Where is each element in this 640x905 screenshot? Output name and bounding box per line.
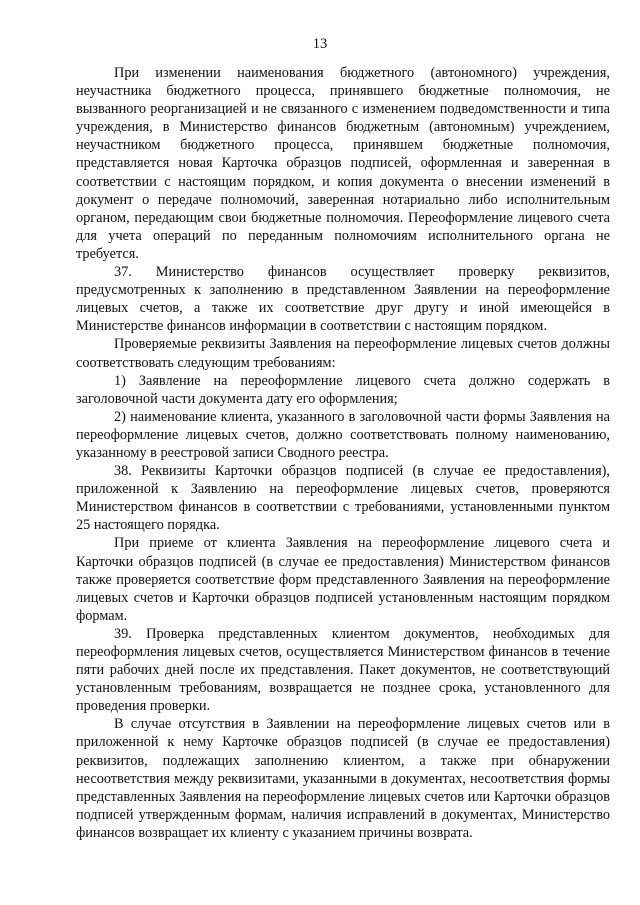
- paragraph-item-39: 39. Проверка представленных клиентом документов, необходимых для переоформления лицевых счетов, осуществляется Министерством финансов в течение пяти рабочих дней после их представления. Пакет документов, не соответствующий установленным требованиям, возвращается не позднее срока, установленного для проведения проверки.: [76, 625, 610, 715]
- paragraph-name-change: При изменении наименования бюджетного (автономного) учреждения, неучастника бюджетного процесса, принявшего бюджетные полномочия, не вызванного реорганизацией и не связанного с изменением подведомственности и типа учреждения, в Министерство финансов бюджетным (автономным) учреждением, неучастником бюджетного процесса, принявшем бюджетные полномочия, представляется новая Карточка образцов подписей, оформленная и заверенная в соответствии с настоящим порядком, и копия документа о внесении изменений в документ о передаче полномочий, заверенная нотариально либо исполнительным органом, передающим свои бюджетные полномочия. Переоформление лицевого счета для учета операций по переданным полномочиям исполнительного органа не требуется.: [76, 65, 610, 262]
- paragraph-requirements-intro: Проверяемые реквизиты Заявления на переоформление лицевых счетов должны соответствовать следующим требованиям:: [76, 336, 610, 371]
- paragraph-requirement-2: 2) наименование клиента, указанного в заголовочной части формы Заявления на переоформление лицевых счетов, должно соответствовать полному наименованию, указанному в реестровой записи Сводного реестра.: [76, 408, 610, 461]
- paragraph-form-check: При приеме от клиента Заявления на переоформление лицевого счета и Карточки образцов подписей (в случае ее предоставления) Министерством финансов также проверяется соответствие форм представленного Заявления на переоформление лицевых счетов и Карточки образцов подписей установленным настоящим порядком формам.: [76, 535, 610, 624]
- paragraph-return-reasons: В случае отсутствия в Заявлении на переоформление лицевых счетов или в приложенной к нему Карточке образцов подписей (в случае ее предоставления) реквизитов, подлежащих заполнению клиентом, а также при обнаружении несоответствия между реквизитами, указанными в документах, несоответствия формы представленных Заявления на переоформление лицевых счетов или Карточки образцов подписей утвержденным формам, наличия исправлений в документах, Министерство финансов возвращает их клиенту с указанием причины возврата.: [76, 716, 610, 841]
- paragraph-item-37: 37. Министерство финансов осуществляет проверку реквизитов, предусмотренных к заполнению в представленном Заявлении на переоформление лицевых счетов, а также их соответствие друг другу и иной имеющейся в Министерстве финансов информации в соответствии с настоящим порядком.: [76, 264, 610, 335]
- paragraph-item-38: 38. Реквизиты Карточки образцов подписей (в случае ее предоставления), приложенной к Заявлению на переоформление лицевых счетов, проверяются Министерством финансов в соответствии с требованиями, установленными пунктом 25 настоящего порядка.: [76, 463, 610, 534]
- page-number: 13: [312, 36, 328, 52]
- document-body: [76, 64, 610, 842]
- paragraph-requirement-1: 1) Заявление на переоформление лицевого счета должно содержать в заголовочной части документа дату его оформления;: [76, 372, 610, 407]
